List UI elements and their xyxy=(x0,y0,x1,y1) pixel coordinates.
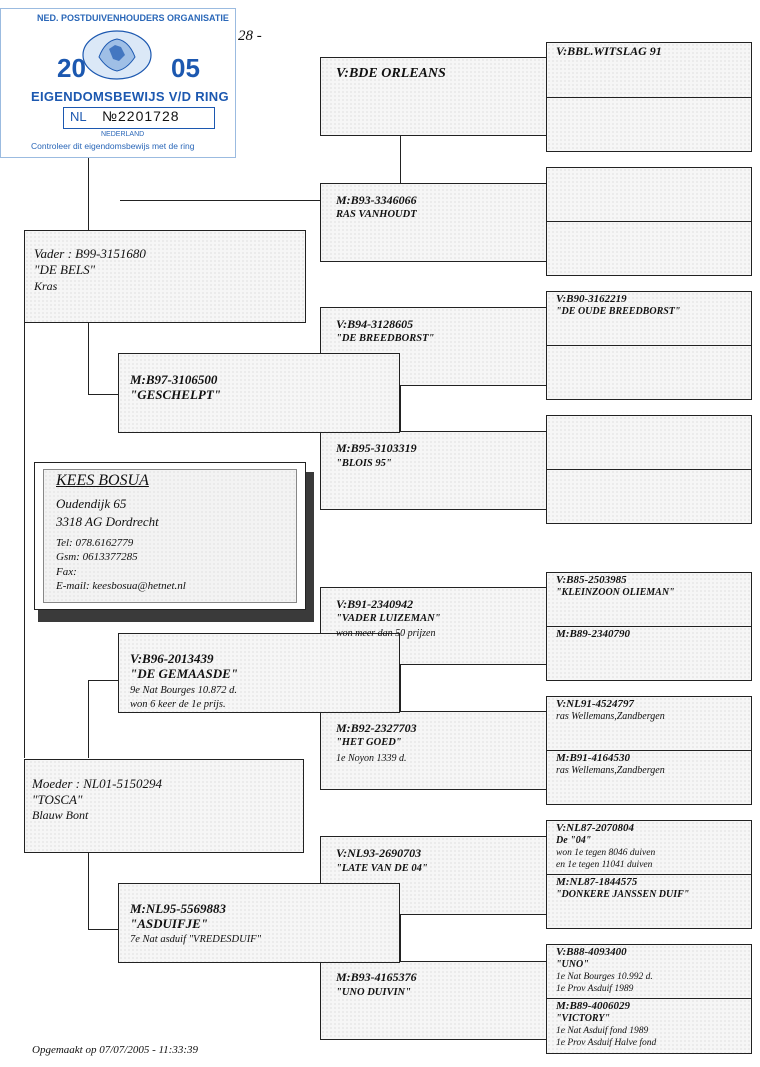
g3-a-name: RAS VANHOUDT xyxy=(336,209,417,220)
stamp-ring-number: №2201728 xyxy=(102,108,180,124)
stamp-ring-box xyxy=(63,107,215,129)
g4-s13-ring: V:NL87-2070804 xyxy=(556,822,635,834)
g3-f-ring: V:NL93-2690703 xyxy=(336,846,422,860)
g4-s1-ring: V:BBL.WITSLAG 91 xyxy=(556,44,662,58)
g3-e-name: "HET GOED" xyxy=(336,737,402,748)
pedigree-box-g4-7 xyxy=(546,415,752,470)
connector xyxy=(88,852,89,930)
g2-ds-note2: won 6 keer de 1e prijs. xyxy=(130,699,226,710)
connector xyxy=(88,680,89,758)
g2-dd-ring: M:NL95-5569883 xyxy=(130,901,227,916)
connector xyxy=(400,386,401,432)
g4-s13-note1: won 1e tegen 8046 duiven xyxy=(556,848,656,858)
pedigree-box-g4-4 xyxy=(546,221,752,276)
g2-sd-ring: M:B97-3106500 xyxy=(130,372,218,387)
footer-timestamp: Opgemaakt op 07/07/2005 - 11:33:39 xyxy=(32,1044,198,1056)
stamp-country-name: NEDERLAND xyxy=(101,131,145,138)
g4-s10-ring: M:B89-2340790 xyxy=(556,628,630,640)
g2-ss-ring: V:BDE ORLEANS xyxy=(336,66,446,81)
pedigree-box-g4-2 xyxy=(546,97,752,152)
sire-ring: Vader : B99-3151680 xyxy=(34,246,146,261)
g3-d-ring: V:B91-2340942 xyxy=(336,597,414,611)
g4-s16-ring: M:B89-4006029 xyxy=(556,1000,630,1012)
g4-s15-note2: 1e Prov Asduif 1989 xyxy=(556,984,634,994)
g3-a-ring: M:B93-3346066 xyxy=(336,193,417,207)
g3-b-name: "DE BREEDBORST" xyxy=(336,333,435,344)
g4-s16-note2: 1e Prov Asduif Halve fond xyxy=(556,1038,657,1048)
g2-dd-note1: 7e Nat asduif "VREDESDUIF" xyxy=(130,934,262,945)
g4-s14-ring: M:NL87-1844575 xyxy=(556,876,638,888)
owner-street: Oudendijk 65 xyxy=(56,496,127,511)
g3-c-name: "BLOIS 95" xyxy=(336,458,392,469)
page-ring-number: 28 - xyxy=(238,28,262,44)
g4-s13-note2: en 1e tegen 11041 duiven xyxy=(556,860,653,870)
g3-d-note: won meer dan 50 prijzen xyxy=(336,628,436,639)
g4-s16-name: "VICTORY" xyxy=(556,1013,611,1024)
connector xyxy=(24,322,25,758)
g3-d-name: "VADER LUIZEMAN" xyxy=(336,613,441,624)
stamp-year-left: 20 xyxy=(57,53,86,83)
dam-ring: Moeder : NL01-5150294 xyxy=(32,776,162,791)
stamp-org: NED. POSTDUIVENHOUDERS ORGANISATIE xyxy=(37,13,229,23)
g4-s15-ring: V:B88-4093400 xyxy=(556,946,627,958)
g4-s13-name: De "04" xyxy=(556,835,592,846)
g2-ds-ring: V:B96-2013439 xyxy=(130,651,214,666)
g4-s9-name: "KLEINZOON OLIEMAN" xyxy=(556,587,675,598)
dutch-lion-emblem xyxy=(79,27,155,83)
pedigree-box-g4-6 xyxy=(546,345,752,400)
g4-s12-note: ras Wellemans,Zandbergen xyxy=(556,765,665,776)
connector xyxy=(88,929,118,930)
g3-c-ring: M:B95-3103319 xyxy=(336,441,417,455)
g4-s15-name: "UNO" xyxy=(556,959,589,970)
owner-name: KEES BOSUA xyxy=(56,472,149,489)
connector xyxy=(400,664,401,712)
owner-gsm: Gsm: 0613377285 xyxy=(56,551,138,563)
g3-b-ring: V:B94-3128605 xyxy=(336,317,414,331)
stamp-control-text: Controleer dit eigendomsbewijs met de ring xyxy=(31,141,195,151)
connector xyxy=(88,322,89,395)
owner-city: 3318 AG Dordrecht xyxy=(56,514,159,529)
g2-ds-name: "DE GEMAASDE" xyxy=(130,666,238,681)
owner-fax: Fax: xyxy=(56,566,77,578)
g4-s16-note1: 1e Nat Asduif fond 1989 xyxy=(556,1026,649,1036)
stamp-year-right: 05 xyxy=(171,53,200,83)
pedigree-box-g4-8 xyxy=(546,469,752,524)
ownership-stamp xyxy=(0,8,236,158)
g2-dd-name: "ASDUIFJE" xyxy=(130,916,209,931)
g2-sd-name: "GESCHELPT" xyxy=(130,387,221,402)
stamp-country: NL xyxy=(70,109,87,124)
g4-s15-note1: 1e Nat Bourges 10.992 d. xyxy=(556,972,653,982)
g2-ds-note1: 9e Nat Bourges 10.872 d. xyxy=(130,685,237,696)
dam-name: "TOSCA" xyxy=(32,792,83,807)
connector xyxy=(88,394,118,395)
g4-s12-ring: M:B91-4164530 xyxy=(556,752,630,764)
connector xyxy=(400,914,401,962)
owner-email: E-mail: keesbosua@hetnet.nl xyxy=(56,580,186,592)
g4-s5-name: "DE OUDE BREEDBORST" xyxy=(556,306,681,317)
g3-f-name: "LATE VAN DE 04" xyxy=(336,863,428,874)
sire-name: "DE BELS" xyxy=(34,262,96,277)
connector xyxy=(120,200,320,201)
g3-g-name: "UNO DUIVIN" xyxy=(336,987,411,998)
dam-color: Blauw Bont xyxy=(32,808,89,822)
g4-s5-ring: V:B90-3162219 xyxy=(556,293,627,305)
g3-e-note: 1e Noyon 1339 d. xyxy=(336,753,407,764)
g4-s14-name: "DONKERE JANSSEN DUIF" xyxy=(556,889,690,900)
g4-s11-note: ras Wellemans,Zandbergen xyxy=(556,711,665,722)
g3-g-ring: M:B93-4165376 xyxy=(336,970,417,984)
connector xyxy=(88,155,89,230)
g4-s11-ring: V:NL91-4524797 xyxy=(556,698,635,710)
connector xyxy=(400,135,401,185)
owner-tel: Tel: 078.6162779 xyxy=(56,537,134,549)
sire-color: Kras xyxy=(34,279,58,293)
g4-s9-ring: V:B85-2503985 xyxy=(556,574,627,586)
connector xyxy=(88,680,118,681)
g3-e-ring: M:B92-2327703 xyxy=(336,721,417,735)
pedigree-box-g4-3 xyxy=(546,167,752,222)
stamp-title: EIGENDOMSBEWIJS V/D RING xyxy=(31,89,229,104)
